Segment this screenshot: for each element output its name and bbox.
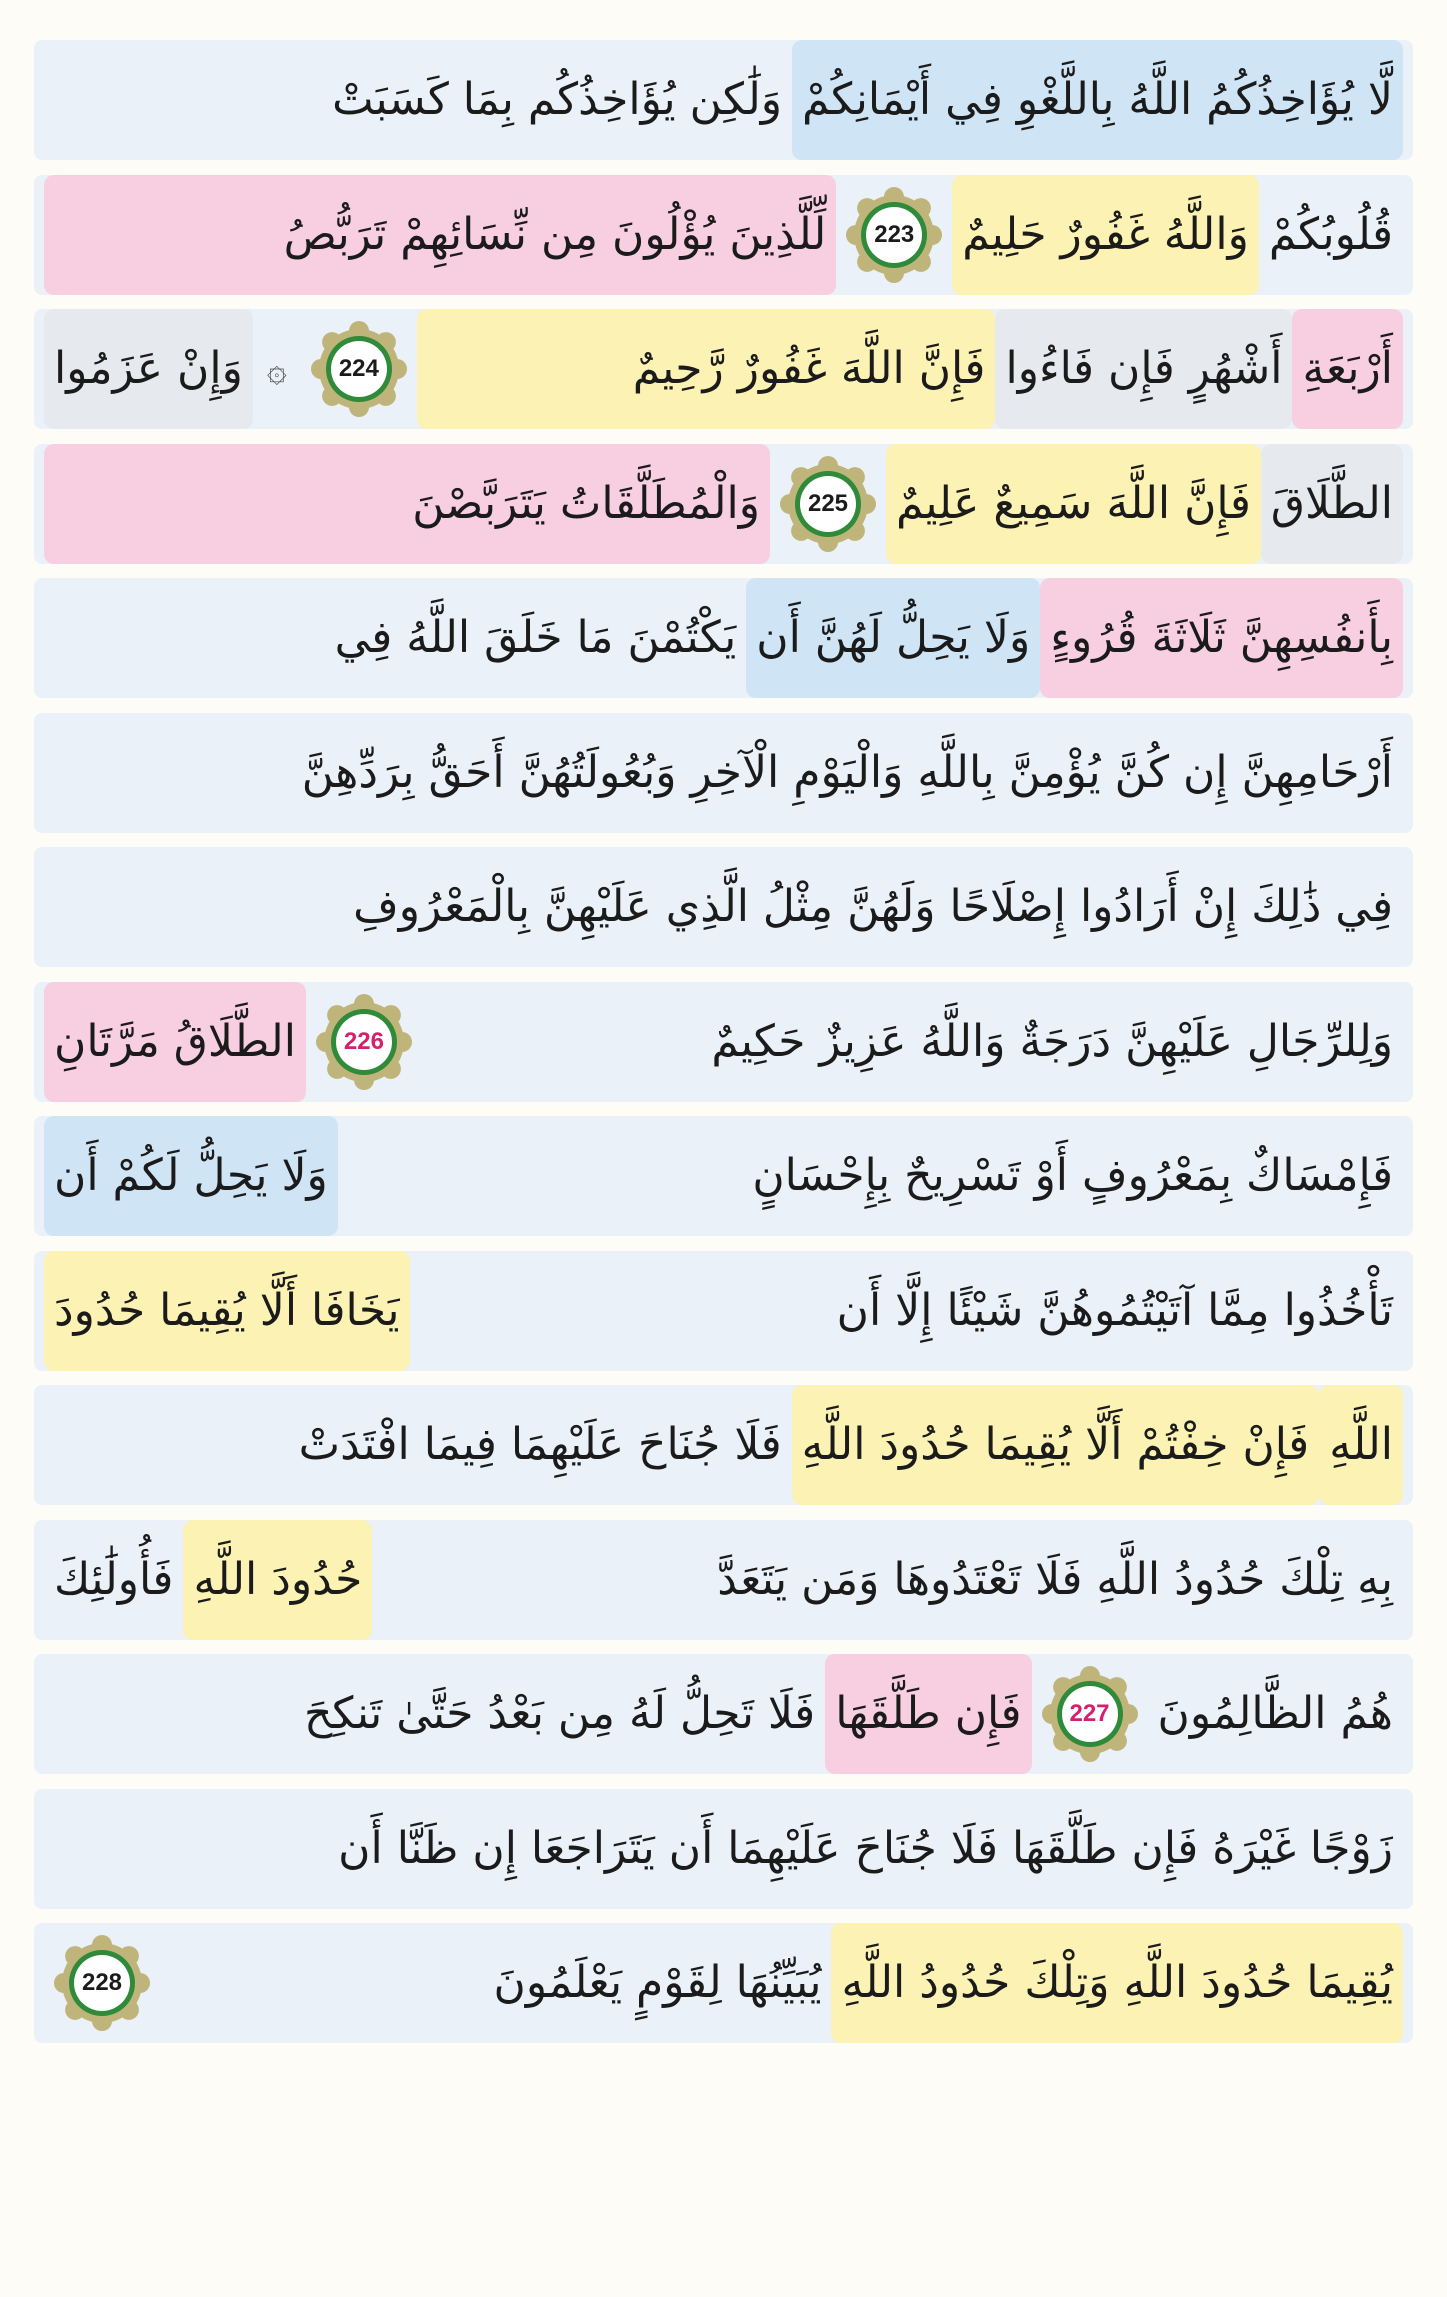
text-line bbox=[34, 1654, 1413, 1774]
verse-text-segment: فَأُولَٰئِكَ bbox=[54, 1553, 174, 1605]
verse-text-segment: قُلُوبُكُمْ bbox=[1268, 208, 1393, 260]
verse-text-segment: لَّا يُؤَاخِذُكُمُ اللَّهُ بِاللَّغْوِ فِي أَيْمَانِكُمْ bbox=[792, 40, 1403, 160]
ayah-number: 227 bbox=[1069, 1700, 1110, 1727]
verse-text-segment: اللَّهِ bbox=[1319, 1385, 1403, 1505]
text-line bbox=[34, 578, 1413, 698]
text-line bbox=[34, 40, 1413, 160]
verse-text-segment: وَالْمُطَلَّقَاتُ يَتَرَبَّصْنَ bbox=[44, 444, 770, 564]
verse-text-segment: فَإِمْسَاكٌ بِمَعْرُوفٍ أَوْ تَسْرِيحٌ بِإِحْسَانٍ bbox=[752, 1150, 1393, 1201]
verse-text-segment: أَرْحَامِهِنَّ إِن كُنَّ يُؤْمِنَّ بِاللَّهِ وَالْيَوْمِ الْآخِرِ وَبُعُولَتُهُنَّ أَحَقُّ بِرَدِّهِنَّ bbox=[301, 746, 1393, 798]
verse-text-segment: فَإِنَّ اللَّهَ غَفُورٌ رَّحِيمٌ bbox=[417, 309, 996, 429]
ayah-number: 226 bbox=[343, 1027, 384, 1055]
rub-el-hizb-icon: ۞ bbox=[266, 349, 287, 390]
verse-text-segment: وَلِلرِّجَالِ عَلَيْهِنَّ دَرَجَةٌ وَاللَّهُ عَزِيزٌ حَكِيمٌ bbox=[711, 1015, 1393, 1067]
verse-text-segment: يُبَيِّنُهَا لِقَوْمٍ يَعْلَمُونَ bbox=[493, 1957, 822, 2008]
verse-text-segment: يُقِيمَا حُدُودَ اللَّهِ وَتِلْكَ حُدُودُ اللَّهِ bbox=[831, 1923, 1403, 2043]
verse-text-segment: فَلَا تَحِلُّ لَهُ مِن بَعْدُ حَتَّىٰ تَنكِحَ bbox=[304, 1688, 816, 1739]
text-line bbox=[34, 847, 1413, 967]
verse-text-segment: يَكْتُمْنَ مَا خَلَقَ اللَّهُ فِي bbox=[334, 612, 737, 663]
verse-text-segment: وَلَا يَحِلُّ لَهُنَّ أَن bbox=[746, 578, 1040, 698]
text-line bbox=[34, 309, 1413, 429]
text-line bbox=[34, 444, 1413, 564]
text-line bbox=[34, 1251, 1413, 1371]
text-line bbox=[34, 713, 1413, 833]
ayah-number: 224 bbox=[338, 355, 379, 382]
verse-text-segment: فَلَا جُنَاحَ عَلَيْهِمَا فِيمَا افْتَدَتْ bbox=[298, 1419, 782, 1470]
verse-text-segment: أَشْهُرٍ فَإِن فَاءُوا bbox=[995, 309, 1292, 429]
verse-text-segment: أَرْبَعَةِ bbox=[1292, 309, 1403, 429]
verse-text-segment: لِّلَّذِينَ يُؤْلُونَ مِن نِّسَائِهِمْ تَرَبُّصُ bbox=[44, 175, 836, 295]
text-line bbox=[34, 1385, 1413, 1505]
verse-text-segment: فَإِنْ خِفْتُمْ أَلَّا يُقِيمَا حُدُودَ اللَّهِ bbox=[792, 1385, 1320, 1505]
ayah-number-marker bbox=[312, 990, 416, 1094]
text-line bbox=[34, 982, 1413, 1102]
text-line bbox=[34, 1116, 1413, 1236]
verse-text-segment: وَإِنْ عَزَمُوا bbox=[44, 309, 253, 429]
verse-text-segment: بِهِ تِلْكَ حُدُودُ اللَّهِ فَلَا تَعْتَدُوهَا وَمَن يَتَعَدَّ bbox=[717, 1553, 1393, 1605]
verse-text-segment: وَاللَّهُ غَفُورٌ حَلِيمٌ bbox=[952, 175, 1259, 295]
verse-text-segment: بِأَنفُسِهِنَّ ثَلَاثَةَ قُرُوءٍ bbox=[1040, 578, 1403, 698]
text-line bbox=[34, 1520, 1413, 1640]
verse-text-segment: وَلَا يَحِلُّ لَكُمْ أَن bbox=[44, 1116, 338, 1236]
text-line bbox=[34, 175, 1413, 295]
text-line bbox=[34, 1923, 1413, 2043]
verse-text-segment: فَإِن طَلَّقَهَا bbox=[825, 1654, 1031, 1774]
verse-text-segment: يَخَافَا أَلَّا يُقِيمَا حُدُودَ bbox=[44, 1251, 410, 1371]
verse-text-segment: وَلَٰكِن يُؤَاخِذُكُم بِمَا كَسَبَتْ bbox=[332, 74, 783, 125]
verse-text-segment: فَإِنَّ اللَّهَ سَمِيعٌ عَلِيمٌ bbox=[886, 444, 1261, 564]
ayah-number-marker bbox=[50, 1931, 154, 2035]
text-line bbox=[34, 1789, 1413, 1909]
verse-text-segment: فِي ذَٰلِكَ إِنْ أَرَادُوا إِصْلَاحًا وَلَهُنَّ مِثْلُ الَّذِي عَلَيْهِنَّ بِالْمَعْرُوفِ bbox=[353, 881, 1393, 932]
ayah-number: 223 bbox=[874, 220, 915, 248]
verse-text-segment: الطَّلَاقَ bbox=[1261, 444, 1403, 564]
ayah-number: 228 bbox=[81, 1969, 123, 1996]
verse-text-segment: حُدُودَ اللَّهِ bbox=[183, 1520, 372, 1640]
ayah-number-marker bbox=[307, 317, 411, 421]
verse-text-segment: زَوْجًا غَيْرَهُ فَإِن طَلَّقَهَا فَلَا جُنَاحَ عَلَيْهِمَا أَن يَتَرَاجَعَا إِن ظَنَّا أَن bbox=[338, 1822, 1393, 1874]
verse-text-segment: الطَّلَاقُ مَرَّتَانِ bbox=[44, 982, 306, 1102]
verse-text-segment: تَأْخُذُوا مِمَّا آتَيْتُمُوهُنَّ شَيْئًا إِلَّا أَن bbox=[836, 1284, 1393, 1336]
ayah-number-marker bbox=[776, 452, 880, 556]
verse-text-segment: هُمُ الظَّالِمُونَ bbox=[1157, 1688, 1393, 1739]
ayah-number-marker bbox=[1038, 1662, 1142, 1766]
ayah-number-marker bbox=[842, 183, 946, 287]
ayah-number: 225 bbox=[807, 489, 849, 517]
